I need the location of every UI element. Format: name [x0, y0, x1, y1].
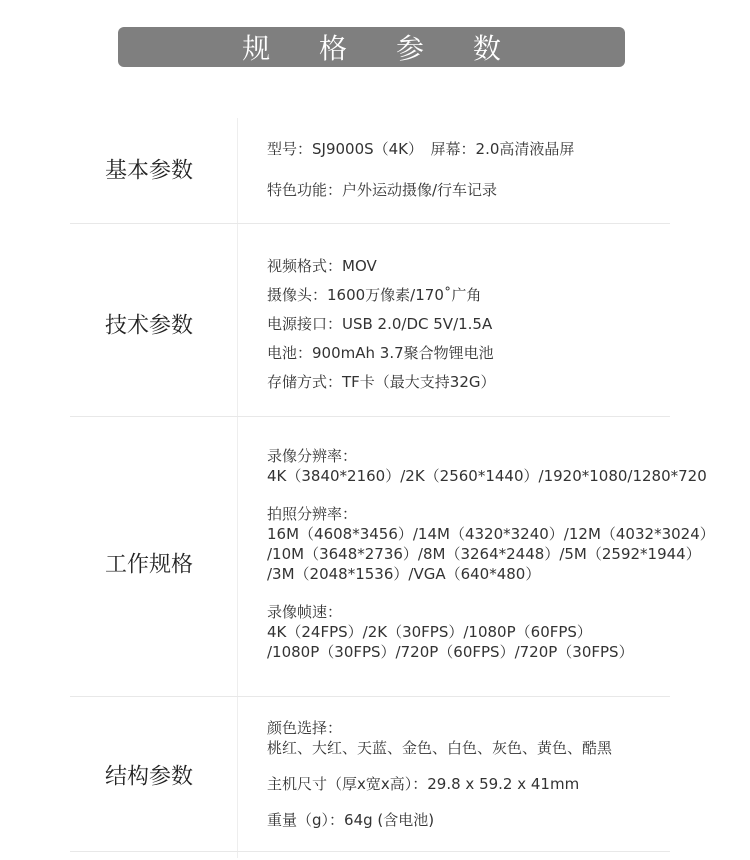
spec-line: /10M（3648*2736）/8M（3264*2448）/5M（2592*1944）: [267, 545, 701, 563]
section-content-work: [267, 446, 715, 662]
row-divider: [70, 223, 670, 224]
spec-line: 电源接口：USB 2.0/DC 5V/1.5A: [267, 315, 493, 333]
spec-line: 电池：900mAh 3.7聚合物锂电池: [267, 344, 494, 362]
section-content-structure: [267, 718, 612, 830]
section-label-basic: 基本参数: [104, 158, 193, 184]
spec-heading: 录像帧速：: [267, 603, 343, 621]
spec-line: 16M（4608*3456）/14M（4320*3240）/12M（4032*3024）: [267, 525, 715, 543]
row-divider: [70, 416, 670, 417]
spec-line: 重量（g）：64g (含电池): [267, 811, 435, 829]
row-divider: [70, 851, 670, 852]
spec-heading: 录像分辨率：: [267, 447, 358, 465]
spec-line: 主机尺寸（厚x宽x高）：29.8 x 59.2 x 41mm: [267, 775, 580, 793]
spec-line: 视频格式：MOV: [267, 257, 377, 275]
page-title: 规 格 参 数: [242, 32, 521, 65]
spec-line: 摄像头：1600万像素/170˚广角: [267, 286, 482, 304]
title-banner: [118, 27, 625, 67]
spec-heading: 颜色选择：: [267, 719, 343, 737]
spec-line: /1080P（30FPS）/720P（60FPS）/720P（30FPS）: [267, 643, 634, 661]
column-divider: [237, 118, 238, 858]
spec-line: 特色功能：户外运动摄像/行车记录: [267, 181, 498, 199]
section-label-work: 工作规格: [104, 552, 193, 578]
spec-heading: 拍照分辨率：: [267, 505, 358, 523]
spec-line: 4K（24FPS）/2K（30FPS）/1080P（60FPS）: [267, 623, 592, 641]
row-divider: [70, 696, 670, 697]
spec-line: 桃红、大红、天蓝、金色、白色、灰色、黄色、酷黑: [267, 739, 613, 757]
section-label-tech: 技术参数: [104, 313, 193, 339]
spec-line: 存储方式：TF卡（最大支持32G）: [267, 373, 496, 391]
section-content-tech: [267, 252, 496, 397]
section-label-structure: 结构参数: [104, 764, 193, 790]
spec-line: 型号：SJ9000S（4K） 屏幕：2.0高清液晶屏: [267, 140, 575, 158]
section-content-basic: [267, 139, 574, 200]
spec-line: 4K（3840*2160）/2K（2560*1440）/1920*1080/1280*720: [267, 467, 707, 485]
spec-line: /3M（2048*1536）/VGA（640*480）: [267, 565, 541, 583]
